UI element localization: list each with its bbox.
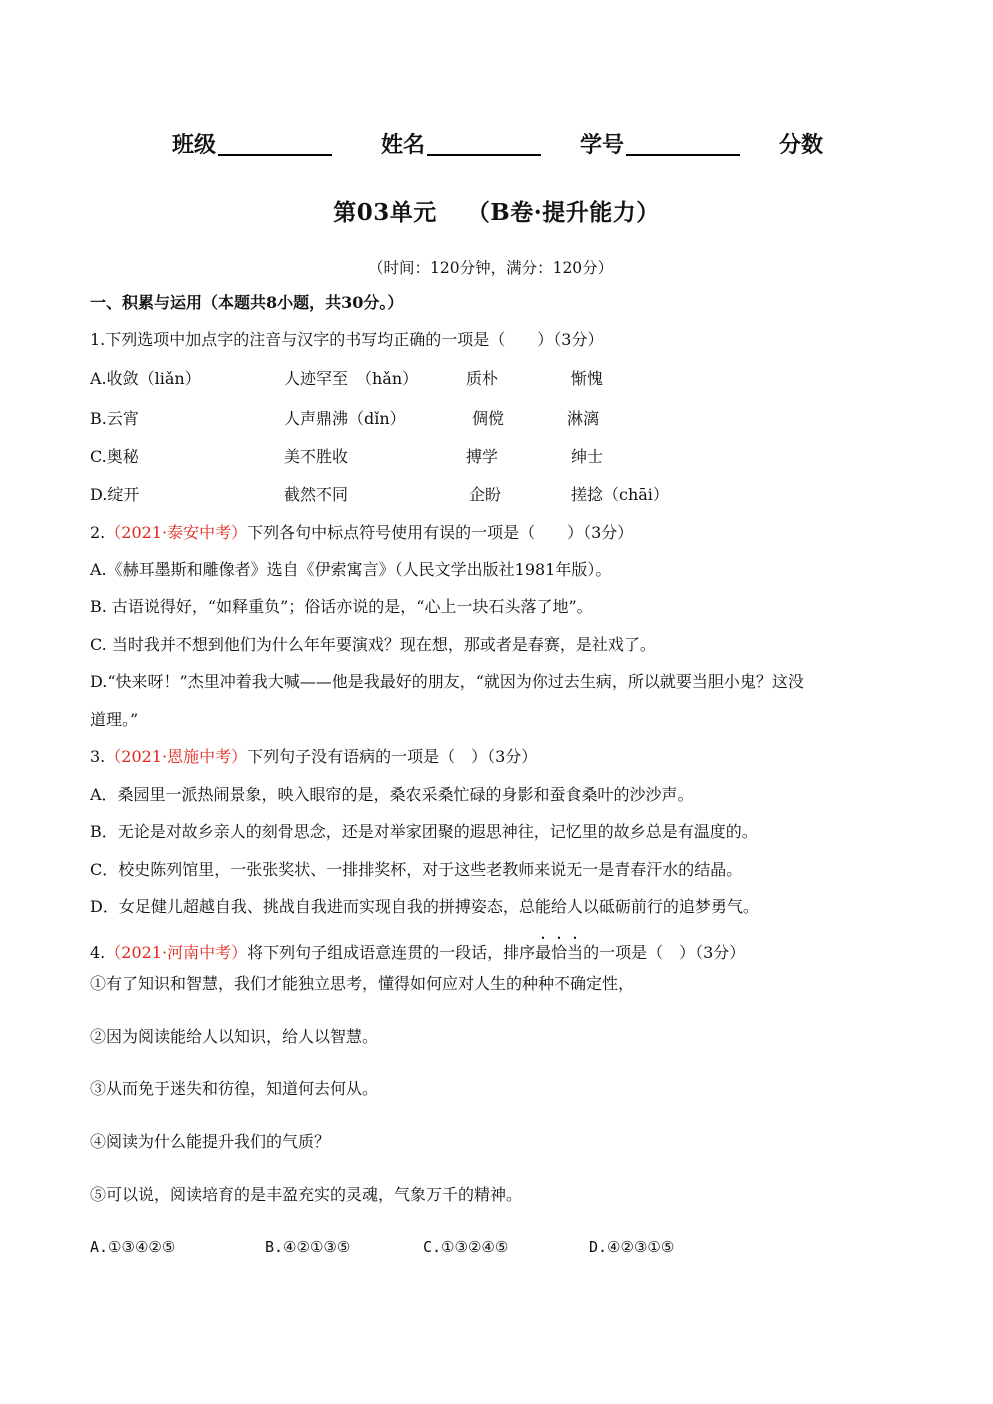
q1-option-c-1: C.奥秘 [90, 447, 139, 466]
q4-sentence-4: ④阅读为什么能提升我们的气质？ [90, 1132, 331, 1151]
q1-option-a-3: 质朴 [466, 369, 499, 388]
q1-option-c-3: 搏学 [466, 447, 499, 466]
q1-option-c-4: 绅士 [571, 447, 604, 466]
id-blank[interactable] [626, 132, 740, 156]
q3-option-b: B．无论是对故乡亲人的刻骨思念，还是对举家团聚的遐思神往，记忆里的故乡总是有温度的。 [90, 822, 758, 841]
question-4-source: （2021·河南中考） [105, 943, 248, 962]
question-3-source: （2021·恩施中考） [105, 747, 248, 766]
q1-option-d-1: D.绽开 [90, 485, 140, 504]
q2-option-a: A.《赫耳墨斯和雕像者》选自《伊索寓言》（人民文学出版社1981年版）。 [90, 560, 612, 579]
q1-option-d-2: 截然不同 [284, 485, 349, 504]
q2-option-d: D.“快来呀！”杰里冲着我大喊——他是我最好的朋友，“就因为你过去生病，所以就要当胆小鬼？这没 [90, 672, 804, 691]
q3-option-c: C．校史陈列馆里，一张张奖状、一排排奖杯，对于这些老教师来说无一是青春汗水的结晶。 [90, 860, 743, 879]
q2-option-b: B. 古语说得好，“如释重负”；俗话亦说的是，“心上一块石头落了地”。 [90, 597, 593, 616]
question-1-stem: 1.下列选项中加点字的注音与汉字的书写均正确的一项是（ ）（3分） [90, 330, 604, 349]
score-field: 分数 [779, 132, 824, 158]
question-2-source: （2021·泰安中考） [105, 523, 248, 542]
q2-option-c: C. 当时我并不想到他们为什么年年要演戏？现在想，那或者是春赛，是社戏了。 [90, 635, 656, 654]
class-field: 班级 [172, 128, 332, 159]
question-3-stem: 3.（2021·恩施中考）下列句子没有语病的一项是（ ）（3分） [90, 747, 538, 766]
q1-option-a-1: A.收敛（liǎn） [90, 369, 201, 388]
q4-sentence-2: ②因为阅读能给人以知识，给人以智慧。 [90, 1027, 379, 1046]
q1-option-c-2: 美不胜收 [284, 447, 349, 466]
question-4-stem: 4.（2021·河南中考）将下列句子组成语意连贯的一段话，排序最恰当的一项是（ ）（3分） [90, 943, 746, 962]
q4-sentence-5: ⑤可以说，阅读培育的是丰盈充实的灵魂，气象万千的精神。 [90, 1185, 523, 1204]
q4-sentence-1: ①有了知识和智慧，我们才能独立思考，懂得如何应对人生的种种不确定性， [90, 974, 635, 993]
question-2-stem: 2.（2021·泰安中考）下列各句中标点符号使用有误的一项是（ ）（3分） [90, 523, 634, 542]
q1-option-d-4: 搓捻（chāi） [571, 485, 669, 504]
q1-option-a-4: 惭愧 [571, 369, 604, 388]
q1-option-b-1: B.云宵 [90, 409, 139, 428]
name-field: 姓名 [381, 128, 541, 159]
name-blank[interactable] [427, 132, 541, 156]
class-blank[interactable] [218, 132, 332, 156]
q2-option-d-cont: 道理。” [90, 710, 139, 729]
q3-option-a: A．桑园里一派热闹景象，映入眼帘的是，桑农采桑忙碌的身影和蚕食桑叶的沙沙声。 [90, 785, 694, 804]
q4-option-d: D.④②③①⑤ [589, 1238, 675, 1256]
q4-option-a: A.①③④②⑤ [90, 1238, 176, 1256]
q1-option-a-2: 人迹罕至 （hǎn） [284, 369, 419, 388]
q1-option-b-3: 倜傥 [472, 409, 505, 428]
time-score-info: （时间：120分钟，满分：120分） [368, 259, 614, 277]
q4-sentence-3: ③从而免于迷失和彷徨，知道何去何从。 [90, 1079, 379, 1098]
q1-option-b-4: 淋漓 [567, 409, 600, 428]
q4-option-c: C.①③②④⑤ [423, 1238, 509, 1256]
page-title: 第03单元 （B卷·提升能力） [333, 199, 660, 226]
q1-option-b-2: 人声鼎沸（dǐn） [284, 409, 406, 428]
q1-option-d-3: 企盼 [469, 485, 502, 504]
emphasis-dotted-text: 最恰当 [535, 943, 584, 962]
id-field: 学号 [580, 128, 740, 159]
section-heading: 一、积累与运用（本题共8小题，共30分。） [90, 293, 404, 312]
q3-option-d: D．女足健儿超越自我、挑战自我进而实现自我的拼搏姿态，总能给人以砥砺前行的追梦勇气。 [90, 897, 759, 916]
q4-option-b: B.④②①③⑤ [265, 1238, 351, 1256]
